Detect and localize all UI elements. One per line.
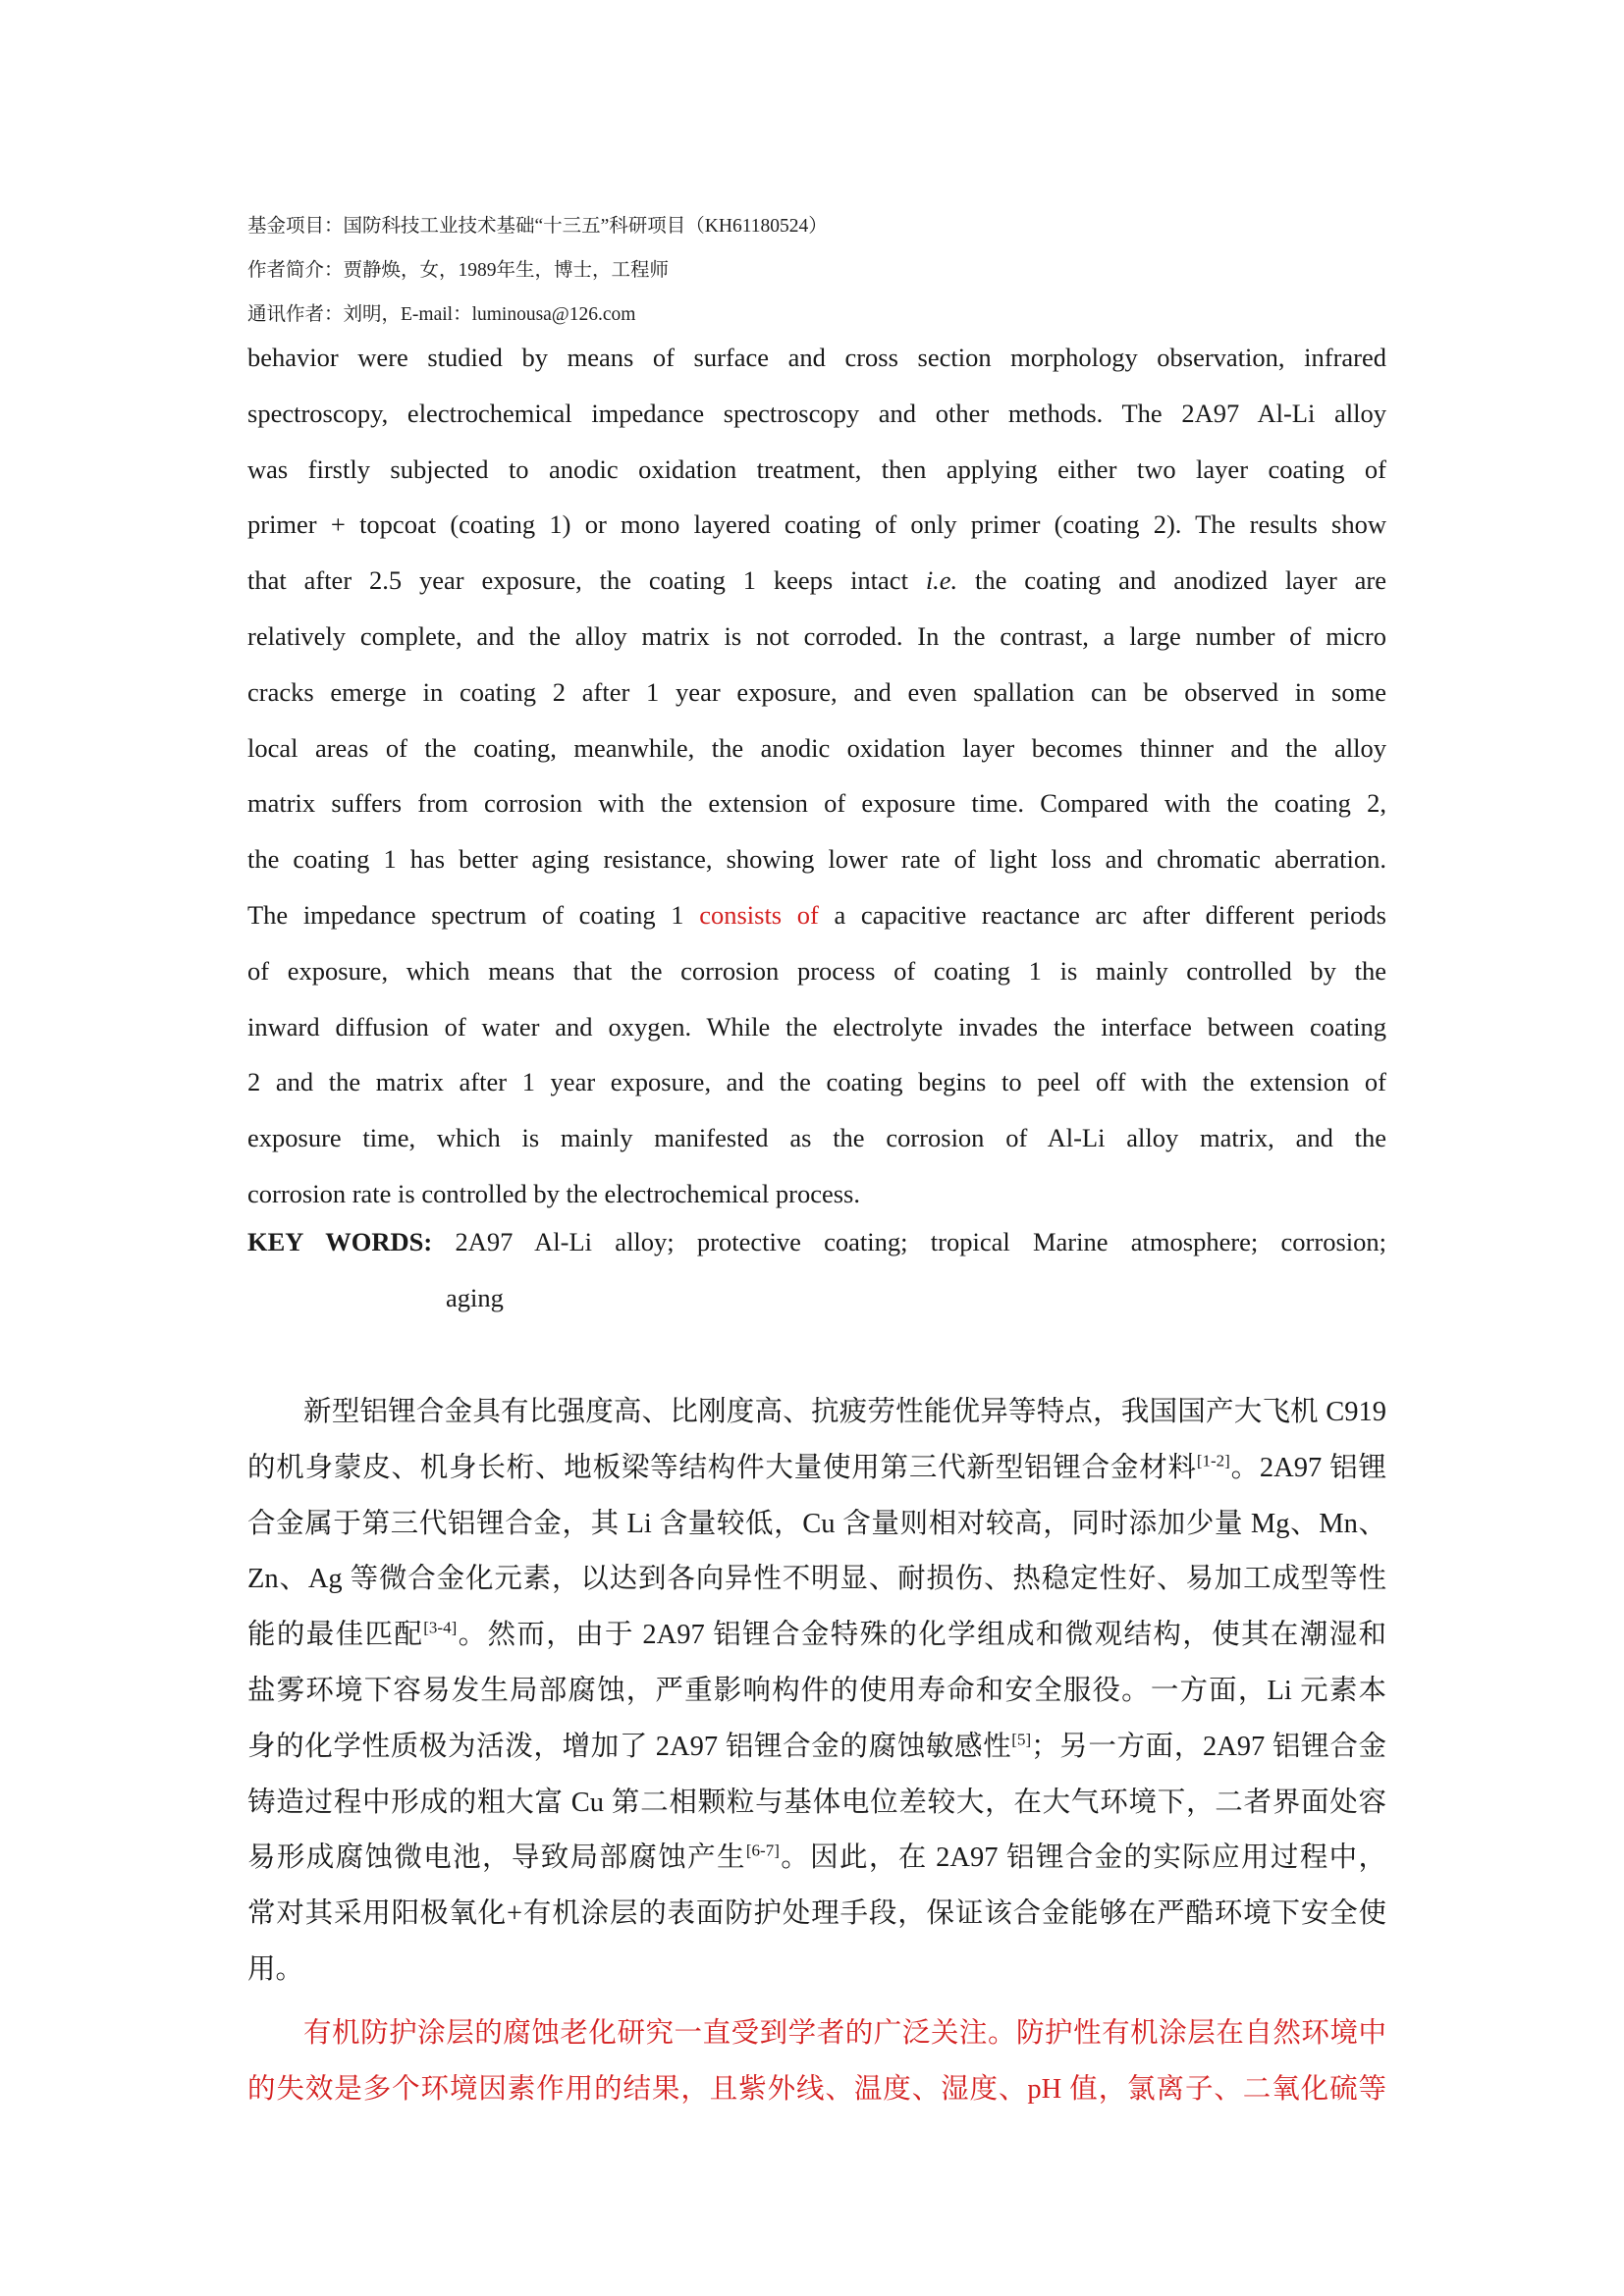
abstract-line: primer + topcoat (coating 1) or mono layered coating of only primer (coating 2). The results show bbox=[247, 509, 1386, 540]
abstract-text: a capacitive reactance arc after different periods bbox=[818, 899, 1386, 930]
abstract-line: relatively complete, and the alloy matrix is not corroded. In the contrast, a large number of micro bbox=[247, 620, 1386, 651]
body-text: 。2A97 铝锂 bbox=[1229, 1452, 1386, 1483]
abstract-text: that after 2.5 year exposure, the coating 1 keeps intact bbox=[247, 565, 926, 596]
body-line bbox=[247, 1831, 1386, 1887]
contact-note: 通讯作者：刘明，E-mail：luminousa@126.com bbox=[247, 304, 636, 325]
abstract-line: corrosion rate is controlled by the electrochemical process. bbox=[247, 1178, 860, 1208]
abstract-line: cracks emerge in coating 2 after 1 year exposure, and even spallation can be observed in some bbox=[247, 676, 1386, 707]
abstract-line bbox=[247, 887, 1386, 943]
body-text: 。然而，由于 2A97 铝锂合金特殊的化学组成和微观结构，使其在潮湿和 bbox=[457, 1620, 1386, 1651]
paragraph-highlighted bbox=[247, 2006, 1386, 2118]
abstract-line: the coating 1 has better aging resistance, showing lower rate of light loss and chromatic aberration. bbox=[247, 844, 1386, 875]
body-text: 。因此，在 2A97 铝锂合金的实际应用过程中， bbox=[779, 1842, 1386, 1874]
abstract-text: the coating and anodized layer are bbox=[957, 565, 1386, 596]
keywords-continued: aging bbox=[446, 1282, 504, 1312]
author-note: 作者简介：贾静焕，女，1989年生，博士，工程师 bbox=[247, 260, 670, 281]
keywords-block bbox=[247, 1214, 1386, 1326]
citation-ref: [1-2] bbox=[1196, 1451, 1230, 1470]
abstract-text: The impedance spectrum of coating 1 bbox=[247, 899, 700, 930]
body-line bbox=[247, 1720, 1386, 1776]
citation-ref: [6-7] bbox=[745, 1841, 780, 1860]
abstract-line bbox=[247, 553, 1386, 609]
body-line: 铸造过程中形成的粗大富 Cu 第二相颗粒与基体电位差较大，在大气环境下，二者界面处容 bbox=[247, 1787, 1386, 1818]
citation-ref: [3-4] bbox=[423, 1618, 458, 1637]
abstract-line: 2 and the matrix after 1 year exposure, and the coating begins to peel off with the extension of bbox=[247, 1067, 1386, 1097]
chinese-body bbox=[247, 1385, 1386, 2117]
english-abstract bbox=[247, 330, 1386, 1222]
body-line: 有机防护涂层的腐蚀老化研究一直受到学者的广泛关注。防护性有机涂层在自然环境中 bbox=[303, 2017, 1386, 2049]
keywords-line bbox=[247, 1214, 1386, 1270]
body-line: 用。 bbox=[247, 1953, 304, 1985]
abstract-line: was firstly subjected to anodic oxidation treatment, then applying either two layer coating of bbox=[247, 454, 1386, 484]
abstract-italic: i.e. bbox=[925, 565, 958, 596]
body-text: ；另一方面，2A97 铝锂合金 bbox=[1031, 1731, 1386, 1762]
body-line: 的失效是多个环境因素作用的结果，且紫外线、温度、湿度、pH 值，氯离子、二氧化硫等 bbox=[247, 2073, 1386, 2105]
abstract-line: matrix suffers from corrosion with the extension of exposure time. Compared with the coating 2, bbox=[247, 788, 1386, 819]
body-line: 新型铝锂合金具有比强度高、比刚度高、抗疲劳性能优异等特点，我国国产大飞机 C919 bbox=[303, 1397, 1386, 1427]
body-line: 盐雾环境下容易发生局部腐蚀，严重影响构件的使用寿命和安全服役。一方面，Li 元素本 bbox=[247, 1675, 1386, 1706]
body-text: 身的化学性质极为活泼，增加了 2A97 铝锂合金的腐蚀敏感性 bbox=[247, 1731, 1012, 1762]
abstract-line: of exposure, which means that the corrosion process of coating 1 is mainly controlled by the bbox=[247, 955, 1386, 986]
funding-note: 基金项目：国防科技工业技术基础“十三五”科研项目（KH61180524） bbox=[247, 216, 828, 237]
footnote-block bbox=[247, 204, 1386, 337]
body-line bbox=[247, 1608, 1386, 1664]
paragraph-intro bbox=[247, 1385, 1386, 1999]
keywords-label: KEY WORDS: bbox=[247, 1227, 433, 1256]
body-text: 易形成腐蚀微电池，导致局部腐蚀产生 bbox=[247, 1842, 746, 1874]
body-line bbox=[247, 1441, 1386, 1497]
body-text: 的机身蒙皮、机身长桁、地板梁等结构件大量使用第三代新型铝锂合金材料 bbox=[247, 1452, 1197, 1483]
body-line: Zn、Ag 等微合金化元素，以达到各向异性不明显、耐损伤、热稳定性好、易加工成型等性 bbox=[247, 1564, 1386, 1595]
body-line: 合金属于第三代铝锂合金，其 Li 含量较低，Cu 含量则相对较高，同时添加少量 Mg、Mn、 bbox=[247, 1508, 1386, 1539]
citation-ref: [5] bbox=[1011, 1730, 1032, 1749]
keywords-list: 2A97 Al-Li alloy; protective coating; tropical Marine atmosphere; corrosion; bbox=[455, 1227, 1386, 1256]
abstract-line: behavior were studied by means of surface and cross section morphology observation, infrared bbox=[247, 343, 1386, 372]
abstract-line: exposure time, which is mainly manifested as the corrosion of Al-Li alloy matrix, and the bbox=[247, 1123, 1386, 1153]
highlighted-phrase: consists of bbox=[699, 899, 819, 930]
body-text: 能的最佳匹配 bbox=[247, 1620, 424, 1651]
abstract-line: spectroscopy, electrochemical impedance spectroscopy and other methods. The 2A97 Al-Li alloy bbox=[247, 398, 1386, 428]
abstract-line: local areas of the coating, meanwhile, the anodic oxidation layer becomes thinner and the alloy bbox=[247, 732, 1386, 763]
body-line: 常对其采用阳极氧化+有机涂层的表面防护处理手段，保证该合金能够在严酷环境下安全使 bbox=[247, 1898, 1386, 1930]
abstract-line: inward diffusion of water and oxygen. While the electrolyte invades the interface between coating bbox=[247, 1011, 1386, 1041]
paragraph-gap bbox=[247, 1999, 1386, 2006]
